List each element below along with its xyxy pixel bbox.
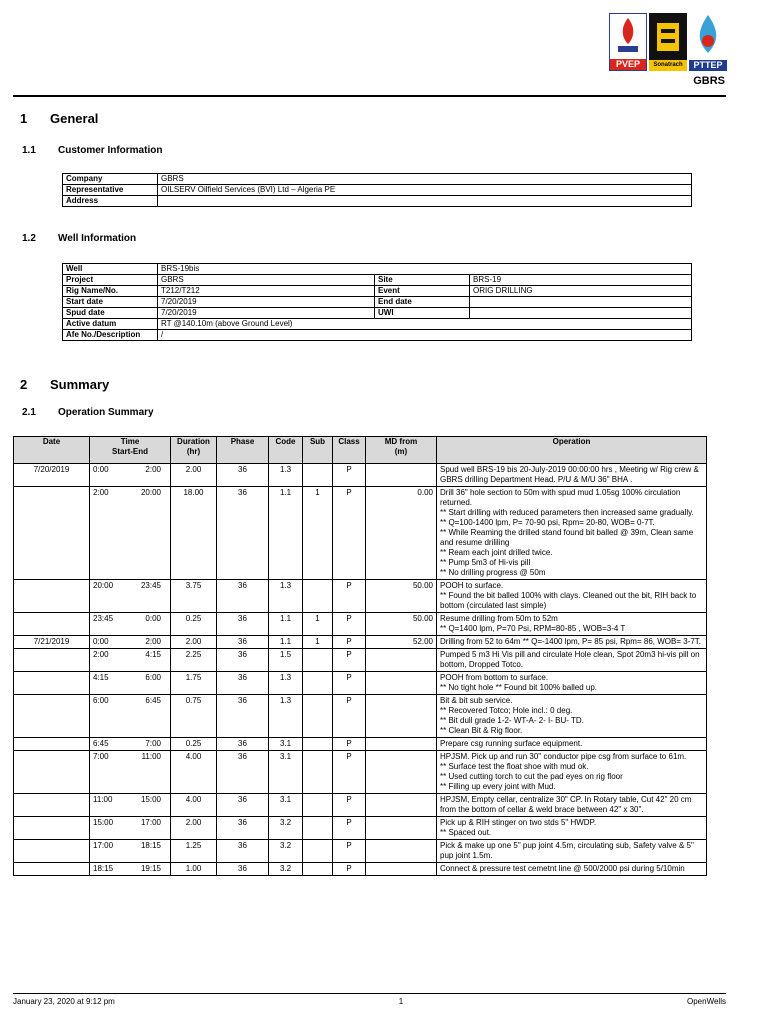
cell-sub: 1 xyxy=(303,487,333,580)
cell-md xyxy=(366,863,437,876)
rig-value: T212/T212 xyxy=(158,286,375,297)
pvep-logo xyxy=(609,13,647,71)
cell-time-end: 7:00 xyxy=(145,739,161,748)
cell-op: Drill 36" hole section to 50m with spud mud 1.05sg 100% circulation returned. ** Start drilling with reduced parameters then increased same gradually. ** Q=100-1400 lpm, P= 70-90 psi, Rpm= 20-80, WOB= 0-7T. ** While Reaming the drilled stand found bit balled @ 39m, Clean same and resume drililing ** Ream each joint drilled twice. ** Pump 5m3 of Hi-vis pill ** No drilling progress @ 50m xyxy=(437,487,707,580)
cell-dur: 1.25 xyxy=(171,840,217,863)
cell-time-end: 0:00 xyxy=(145,614,161,623)
cell-phase: 36 xyxy=(217,580,269,613)
cell-code: 1.3 xyxy=(269,672,303,695)
cell-cls: P xyxy=(333,863,366,876)
col-phase: Phase xyxy=(217,437,269,464)
site-value: BRS-19 xyxy=(470,275,692,286)
table-row xyxy=(14,649,707,672)
cell-op: Prepare csg running surface equipment. xyxy=(437,738,707,751)
footer-app: OpenWells xyxy=(687,997,726,1006)
col-time: Time Start-End xyxy=(90,437,171,464)
project-value: GBRS xyxy=(158,275,375,286)
datum-label: Active datum xyxy=(63,319,158,330)
cell-time-start: 17:00 xyxy=(93,841,114,850)
address-label: Address xyxy=(63,196,158,207)
table-header-row xyxy=(14,437,707,464)
cell-md xyxy=(366,794,437,817)
cell-op: Pick & make up one 5" pup joint 4.5m, circulating sub, Safety valve & 5" pup joint 1.5m. xyxy=(437,840,707,863)
cell-cls: P xyxy=(333,751,366,794)
cell-md xyxy=(366,695,437,738)
cell-op: POOH from bottom to surface. ** No tight hole ** Found bit 100% balled up. xyxy=(437,672,707,695)
table-row xyxy=(63,297,692,308)
pttep-logo-text: PTTEP xyxy=(689,60,727,71)
cell-date xyxy=(14,738,90,751)
cell-op: Pick up & RIH stinger on two stds 5" HWDP. ** Spaced out. xyxy=(437,817,707,840)
table-row xyxy=(63,196,692,207)
cell-md: 0.00 xyxy=(366,487,437,580)
table-row xyxy=(14,487,707,580)
cell-date xyxy=(14,672,90,695)
cell-time-end: 17:00 xyxy=(140,818,161,827)
project-label: Project xyxy=(63,275,158,286)
table-row xyxy=(14,794,707,817)
company-label: Company xyxy=(63,174,158,185)
cell-date xyxy=(14,487,90,580)
cell-date xyxy=(14,751,90,794)
section-summary-heading: 2 Summary xyxy=(20,377,110,392)
cell-op: Connect & pressure test cemetnt line @ 500/2000 psi during 5/10min xyxy=(437,863,707,876)
well-info-table xyxy=(62,263,692,341)
representative-value: OILSERV Oilfield Services (BVI) Ltd – Algeria PE xyxy=(158,185,692,196)
cell-phase: 36 xyxy=(217,672,269,695)
well-value: BRS-19bis xyxy=(158,264,692,275)
cell-phase: 36 xyxy=(217,695,269,738)
table-row xyxy=(14,738,707,751)
pttep-logo xyxy=(689,13,727,71)
cell-sub xyxy=(303,863,333,876)
cell-time-start: 2:00 xyxy=(93,488,109,497)
cell-cls: P xyxy=(333,695,366,738)
footer-page-number: 1 xyxy=(398,997,404,1006)
cell-time xyxy=(90,840,171,863)
cell-phase: 36 xyxy=(217,840,269,863)
cell-dur: 2.00 xyxy=(171,817,217,840)
cell-sub xyxy=(303,817,333,840)
cell-phase: 36 xyxy=(217,487,269,580)
col-operation: Operation xyxy=(437,437,707,464)
cell-date xyxy=(14,695,90,738)
section-well-heading: 1.2 Well Information xyxy=(22,233,137,244)
table-row xyxy=(14,613,707,636)
cell-code: 3.2 xyxy=(269,840,303,863)
cell-code: 3.1 xyxy=(269,738,303,751)
cell-time-start: 15:00 xyxy=(93,818,114,827)
cell-code: 1.1 xyxy=(269,487,303,580)
cell-cls: P xyxy=(333,738,366,751)
cell-time-start: 0:00 xyxy=(93,465,109,474)
cell-dur: 0.75 xyxy=(171,695,217,738)
cell-cls: P xyxy=(333,649,366,672)
footer-date: January 23, 2020 at 9:12 pm xyxy=(13,997,115,1006)
cell-md xyxy=(366,817,437,840)
cell-date xyxy=(14,863,90,876)
table-row xyxy=(63,174,692,185)
col-sub: Sub xyxy=(303,437,333,464)
event-label: Event xyxy=(375,286,470,297)
table-row xyxy=(63,319,692,330)
table-row xyxy=(14,672,707,695)
table-row xyxy=(14,817,707,840)
end-date-value xyxy=(470,297,692,308)
cell-md xyxy=(366,649,437,672)
table-row xyxy=(63,330,692,341)
header-rule xyxy=(13,95,726,97)
end-date-label: End date xyxy=(375,297,470,308)
cell-phase: 36 xyxy=(217,649,269,672)
pvep-logo-text: PVEP xyxy=(610,59,646,70)
cell-phase: 36 xyxy=(217,464,269,487)
cell-time xyxy=(90,580,171,613)
start-date-label: Start date xyxy=(63,297,158,308)
cell-cls: P xyxy=(333,840,366,863)
cell-md xyxy=(366,672,437,695)
cell-op: Pumped 5 m3 Hi Vis pill and circulate Hole clean, Spot 20m3 hi-vis pill on bottom, Dropped Totco. xyxy=(437,649,707,672)
cell-cls: P xyxy=(333,580,366,613)
cell-dur: 4.00 xyxy=(171,751,217,794)
cell-sub xyxy=(303,794,333,817)
event-value: ORIG DRILLING xyxy=(470,286,692,297)
section-operation-heading: 2.1 Operation Summary xyxy=(22,407,154,418)
col-class: Class xyxy=(333,437,366,464)
col-duration: Duration (hr) xyxy=(171,437,217,464)
operation-rows xyxy=(14,464,707,876)
cell-time-end: 6:00 xyxy=(145,673,161,682)
company-logos xyxy=(609,13,727,71)
cell-code: 3.2 xyxy=(269,817,303,840)
cell-sub xyxy=(303,840,333,863)
cell-op: HPJSM. Pick up and run 30'' conductor pipe csg from surface to 61m. ** Surface test the float shoe with mud ok. ** Used cutting torch to cut the pad eyes on rig floor ** Filling up every joint with Mud. xyxy=(437,751,707,794)
section-general-heading: 1 General xyxy=(20,111,99,126)
table-row xyxy=(14,863,707,876)
cell-dur: 3.75 xyxy=(171,580,217,613)
cell-time xyxy=(90,636,171,649)
cell-date xyxy=(14,840,90,863)
site-label: Site xyxy=(375,275,470,286)
col-date: Date xyxy=(14,437,90,464)
section-customer-heading: 1.1 Customer Information xyxy=(22,145,163,156)
cell-phase: 36 xyxy=(217,817,269,840)
cell-md: 50.00 xyxy=(366,613,437,636)
cell-cls: P xyxy=(333,464,366,487)
spud-date-value: 7/20/2019 xyxy=(158,308,375,319)
cell-date xyxy=(14,580,90,613)
cell-date xyxy=(14,817,90,840)
cell-dur: 1.75 xyxy=(171,672,217,695)
cell-time xyxy=(90,464,171,487)
cell-md: 52.00 xyxy=(366,636,437,649)
cell-phase: 36 xyxy=(217,794,269,817)
cell-md xyxy=(366,738,437,751)
cell-time-start: 18:15 xyxy=(93,864,114,873)
cell-op: POOH to surface. ** Found the bit balled 100% with clays. Cleaned out the bit, RIH back to bottom (circulated last simple) xyxy=(437,580,707,613)
cell-time-start: 6:45 xyxy=(93,739,109,748)
cell-sub xyxy=(303,738,333,751)
cell-time-end: 2:00 xyxy=(145,637,161,646)
table-row xyxy=(63,264,692,275)
cell-op: Resume drilling from 50m to 52m ** Q=1400 lpm, P=70 Psi, RPM=80-85 , WOB=3-4 T xyxy=(437,613,707,636)
cell-date xyxy=(14,613,90,636)
cell-code: 1.1 xyxy=(269,613,303,636)
cell-phase: 36 xyxy=(217,636,269,649)
cell-dur: 2.25 xyxy=(171,649,217,672)
cell-sub xyxy=(303,580,333,613)
cell-code: 1.1 xyxy=(269,636,303,649)
cell-cls: P xyxy=(333,794,366,817)
cell-date xyxy=(14,649,90,672)
table-row xyxy=(14,636,707,649)
cell-phase: 36 xyxy=(217,751,269,794)
address-value xyxy=(158,196,692,207)
cell-time xyxy=(90,863,171,876)
header-brand: GBRS xyxy=(693,75,725,87)
cell-cls: P xyxy=(333,817,366,840)
cell-time xyxy=(90,613,171,636)
sonatrach-logo-text: Sonatrach xyxy=(649,60,687,71)
sonatrach-logo xyxy=(649,13,687,71)
cell-time-start: 23:45 xyxy=(93,614,114,623)
col-code: Code xyxy=(269,437,303,464)
rig-label: Rig Name/No. xyxy=(63,286,158,297)
cell-time xyxy=(90,738,171,751)
cell-code: 3.1 xyxy=(269,751,303,794)
company-value: GBRS xyxy=(158,174,692,185)
cell-sub xyxy=(303,649,333,672)
uwi-value xyxy=(470,308,692,319)
cell-time-start: 20:00 xyxy=(93,581,114,590)
cell-dur: 2.00 xyxy=(171,636,217,649)
cell-cls: P xyxy=(333,636,366,649)
cell-time-end: 4:15 xyxy=(145,650,161,659)
cell-dur: 1.00 xyxy=(171,863,217,876)
table-row xyxy=(14,840,707,863)
cell-time xyxy=(90,751,171,794)
operation-summary-table xyxy=(13,436,707,876)
table-row xyxy=(63,286,692,297)
cell-time xyxy=(90,817,171,840)
datum-value: RT @140.10m (above Ground Level) xyxy=(158,319,692,330)
cell-dur: 0.25 xyxy=(171,613,217,636)
cell-time-end: 2:00 xyxy=(145,465,161,474)
table-row xyxy=(63,275,692,286)
cell-cls: P xyxy=(333,672,366,695)
cell-time-start: 4:15 xyxy=(93,673,109,682)
cell-phase: 36 xyxy=(217,738,269,751)
cell-phase: 36 xyxy=(217,863,269,876)
cell-time-start: 11:00 xyxy=(93,795,113,804)
cell-code: 3.2 xyxy=(269,863,303,876)
cell-phase: 36 xyxy=(217,613,269,636)
well-label: Well xyxy=(63,264,158,275)
uwi-label: UWI xyxy=(375,308,470,319)
cell-time xyxy=(90,672,171,695)
cell-cls: P xyxy=(333,487,366,580)
cell-time-start: 2:00 xyxy=(93,650,109,659)
representative-label: Representative xyxy=(63,185,158,196)
col-md: MD from (m) xyxy=(366,437,437,464)
cell-time xyxy=(90,695,171,738)
cell-time-start: 6:00 xyxy=(93,696,109,705)
afe-label: Afe No./Description xyxy=(63,330,158,341)
cell-time-end: 23:45 xyxy=(140,581,161,590)
cell-sub: 1 xyxy=(303,613,333,636)
cell-sub xyxy=(303,672,333,695)
customer-info-table xyxy=(62,173,692,207)
cell-time-end: 18:15 xyxy=(140,841,161,850)
cell-time-end: 11:00 xyxy=(141,752,161,761)
cell-dur: 2.00 xyxy=(171,464,217,487)
table-row xyxy=(14,695,707,738)
cell-time xyxy=(90,649,171,672)
cell-dur: 0.25 xyxy=(171,738,217,751)
cell-time xyxy=(90,794,171,817)
cell-op: Bit & bit sub service. ** Recovered Totco; Hole incl.: 0 deg. ** Bit dull grade 1-2- WT-A- 2- I- BU- TD. ** Clean Bit & Rig floor. xyxy=(437,695,707,738)
table-row xyxy=(14,751,707,794)
cell-code: 1.3 xyxy=(269,695,303,738)
cell-time-start: 0:00 xyxy=(93,637,109,646)
cell-date: 7/20/2019 xyxy=(14,464,90,487)
cell-md: 50.00 xyxy=(366,580,437,613)
cell-sub xyxy=(303,695,333,738)
table-row xyxy=(14,580,707,613)
cell-md xyxy=(366,464,437,487)
cell-time-end: 6:45 xyxy=(145,696,161,705)
cell-sub: 1 xyxy=(303,636,333,649)
spud-date-label: Spud date xyxy=(63,308,158,319)
cell-md xyxy=(366,751,437,794)
table-row xyxy=(63,185,692,196)
cell-date xyxy=(14,794,90,817)
cell-time xyxy=(90,487,171,580)
cell-md xyxy=(366,840,437,863)
cell-time-end: 19:15 xyxy=(140,864,161,873)
start-date-value: 7/20/2019 xyxy=(158,297,375,308)
cell-op: HPJSM, Empty cellar, centralize 30" CP. In Rotary table, Cut 42" 20 cm from the bottom of cellar & weld brace between 42" x 30". xyxy=(437,794,707,817)
page-footer xyxy=(13,993,726,1006)
cell-time-end: 20:00 xyxy=(140,488,161,497)
cell-sub xyxy=(303,464,333,487)
cell-date: 7/21/2019 xyxy=(14,636,90,649)
table-row xyxy=(63,308,692,319)
cell-op: Drilling from 52 to 64m ** Q=-1400 lpm, P= 85 psi, Rpm= 86, WOB= 3-7T. xyxy=(437,636,707,649)
cell-op: Spud well BRS-19 bis 20-July-2019 00:00:00 hrs , Meeting w/ Rig crew & GBRS drilling Department Head. P/U & M/U 36" BHA . xyxy=(437,464,707,487)
cell-code: 1.5 xyxy=(269,649,303,672)
cell-time-end: 15:00 xyxy=(140,795,161,804)
table-row xyxy=(14,464,707,487)
cell-code: 1.3 xyxy=(269,464,303,487)
cell-dur: 4.00 xyxy=(171,794,217,817)
cell-code: 1.3 xyxy=(269,580,303,613)
cell-dur: 18.00 xyxy=(171,487,217,580)
cell-code: 3.1 xyxy=(269,794,303,817)
afe-value: / xyxy=(158,330,692,341)
cell-time-start: 7:00 xyxy=(93,752,109,761)
cell-sub xyxy=(303,751,333,794)
cell-cls: P xyxy=(333,613,366,636)
